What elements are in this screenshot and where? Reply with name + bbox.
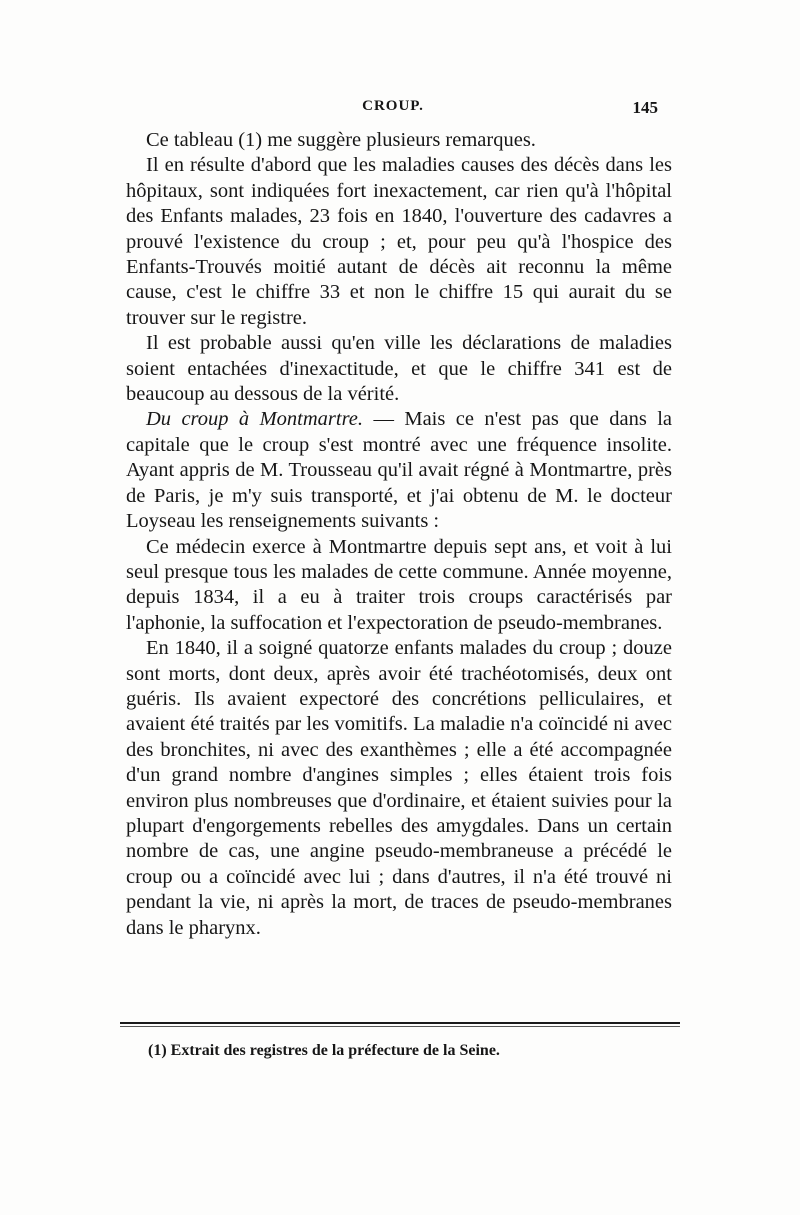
paragraph-3: Il est probable aussi qu'en ville les déclarations de maladies soient entachées d'inexactitude, et que le chiffre 341 est de beaucoup au dessous de la vérité. <box>126 332 672 406</box>
paragraph-1: Ce tableau (1) me suggère plusieurs remarques. <box>146 129 536 151</box>
page-header <box>128 98 658 122</box>
paragraph-2: Il en résulte d'abord que les maladies causes des décès dans les hôpitaux, sont indiquées fort inexactement, car rien qu'à l'hôpital des Enfants malades, 23 fois en 1840, l'ouverture des cadavres a prouvé l'existence du croup ; et, pour peu qu'à l'hospice des Enfants-Trouvés moitié autant de décès ait reconnu la même cause, c'est le chiffre 33 et non le chiffre 15 qui aurait du se trouver sur le registre. <box>126 154 672 329</box>
section-separator: — <box>363 408 405 431</box>
footnote: (1) Extrait des registres de la préfecture de la Seine. <box>148 1042 500 1059</box>
section-text: Mais ce n'est pas que dans la capitale que le croup s'est montré avec une fréquence insolite. Ayant appris de M. Trousseau qu'il avait régné à Montmartre, près de Paris, je m'y suis transporté, et j'ai obtenu de M. le docteur Loyseau les renseignements suivants : <box>126 408 672 533</box>
running-head: CROUP. <box>362 98 424 114</box>
section-heading: Du croup à Montmartre. <box>146 408 364 431</box>
paragraph-5: En 1840, il a soigné quatorze enfants malades du croup ; douze sont morts, dont deux, après avoir été trachéotomisés, deux ont guéris. Ils avaient expectoré des concrétions pelliculaires, et avaient été traités par les vomitifs. La maladie n'a coïncidé ni avec des bronchites, ni avec des exanthèmes ; elle a été accompagnée d'un grand nombre d'angines simples ; elles étaient trois fois environ plus nombreuses que d'ordinaire, et étaient suivies pour la plupart d'engorgements rebelles des amygdales. Dans un certain nombre de cas, une angine pseudo-membraneuse a précédé le croup ou a coïncidé avec lui ; dans d'autres, il n'a été trouvé ni pendant la vie, ni après la mort, de traces de pseudo-membranes dans le pharynx. <box>126 637 672 939</box>
paragraph-4: Ce médecin exerce à Montmartre depuis sept ans, et voit à lui seul presque tous les malades de cette commune. Année moyenne, depuis 1834, il a eu à traiter trois croups caractérisés par l'aphonie, la suffocation et l'expectoration de pseudo-membranes. <box>126 535 672 634</box>
page-number: 145 <box>632 98 658 117</box>
footnote-rule-thin <box>120 1026 680 1027</box>
section-paragraph <box>126 407 672 534</box>
main-text <box>126 128 672 941</box>
footnote-rule <box>120 1022 680 1024</box>
